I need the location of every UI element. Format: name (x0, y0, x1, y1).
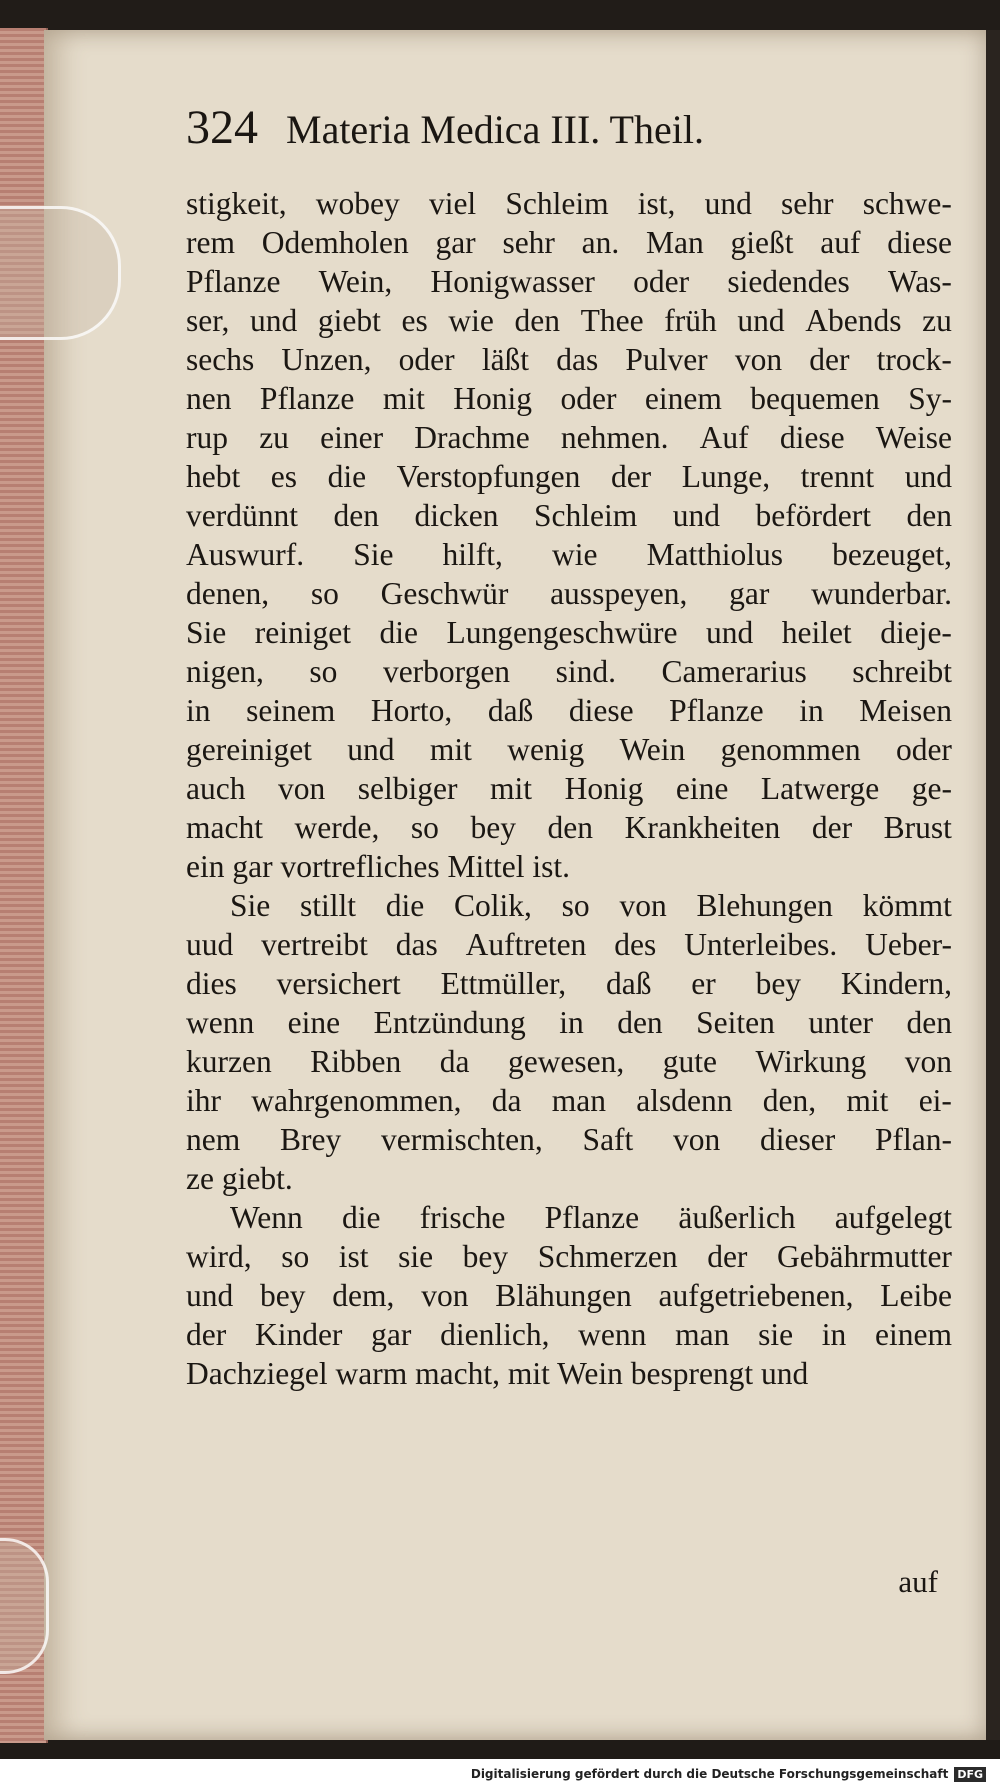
word: daß (605, 966, 652, 1001)
word: die (379, 615, 418, 650)
text-line (186, 925, 952, 964)
word: einem (875, 1317, 952, 1352)
word: Ribben (310, 1044, 402, 1079)
word: ist, (637, 186, 676, 221)
word: Odemholen (261, 225, 409, 260)
word: gar (729, 576, 770, 611)
word: nehmen. (560, 420, 669, 455)
scanner-background (0, 0, 1000, 30)
word: Pflanze (186, 264, 281, 299)
word: seinem (246, 693, 336, 728)
word: bezeuget, (832, 537, 952, 572)
word: diese (568, 693, 634, 728)
word: eine (287, 1005, 341, 1040)
word: der (610, 459, 652, 494)
word: der (186, 1317, 227, 1352)
word: vermischten, (380, 1122, 543, 1157)
word: und (672, 498, 720, 533)
word: Latwerge (760, 771, 880, 806)
word: an. (581, 225, 620, 260)
word: zu (259, 420, 289, 455)
word: Schleim (505, 186, 609, 221)
word: frische (419, 1200, 506, 1235)
word: von (734, 342, 783, 377)
word: Krankheiten (624, 810, 781, 845)
word: ser, (186, 303, 230, 338)
text-line (186, 1276, 952, 1315)
word: sind. (555, 654, 616, 689)
word: rem (186, 225, 235, 260)
word: Schleim (533, 498, 638, 533)
page-header (186, 100, 946, 170)
word: hebt (186, 459, 241, 494)
word: das (395, 927, 438, 962)
word: des (614, 927, 657, 962)
word: giebt (317, 303, 381, 338)
word: Drachme (414, 420, 530, 455)
word: einer (320, 420, 384, 455)
binding-shadow (986, 30, 1000, 1740)
text-line (186, 769, 952, 808)
text-line (186, 184, 952, 223)
word: Auftreten (465, 927, 587, 962)
word: eine (675, 771, 729, 806)
word: schreibt (852, 654, 952, 689)
word: unter (808, 1005, 874, 1040)
word: nem (186, 1122, 241, 1157)
word: Blähungen (495, 1278, 632, 1313)
text-line (186, 262, 952, 301)
word: Honigwasser (430, 264, 595, 299)
word: oder (398, 342, 455, 377)
text-line (186, 457, 952, 496)
word: Verstopfungen (396, 459, 581, 494)
word: denen, (186, 576, 270, 611)
word: versichert (276, 966, 401, 1001)
word: sie (398, 1239, 434, 1274)
text-line (186, 964, 952, 1003)
word: bequemen (750, 381, 880, 416)
text-line (186, 652, 952, 691)
word: alsdenn (636, 1083, 733, 1118)
running-title: Materia Medica III. Theil. (286, 107, 704, 152)
word: Ueber- (865, 927, 952, 962)
word: Colik, (454, 888, 532, 923)
word: trennt (800, 459, 875, 494)
word: kurzen (186, 1044, 272, 1079)
word: Ettmüller, (440, 966, 567, 1001)
word: aufgelegt (834, 1200, 952, 1235)
word: Pflanze (544, 1200, 640, 1235)
word: so (561, 888, 590, 923)
word: den (617, 1005, 663, 1040)
text-line (186, 613, 952, 652)
word: so (410, 810, 439, 845)
dfg-logo-icon: DFG (954, 1767, 986, 1782)
word: Seiten (696, 1005, 775, 1040)
word: verborgen (382, 654, 511, 689)
word: früh (664, 303, 717, 338)
word: es (401, 303, 428, 338)
word: die (341, 1200, 381, 1235)
word: sehr (502, 225, 555, 260)
word: den (514, 303, 561, 338)
word: einem (644, 381, 722, 416)
word: werde, (294, 810, 380, 845)
page-clip-bottom (0, 1538, 49, 1674)
word: diese (887, 225, 952, 260)
word: Geschwür (380, 576, 509, 611)
word: gute (662, 1044, 717, 1079)
word: diese (779, 420, 845, 455)
word: Unterleibes. (684, 927, 838, 962)
word: wie (552, 537, 598, 572)
word: Kindern, (840, 966, 952, 1001)
word: Meisen (859, 693, 952, 728)
word: der (707, 1239, 748, 1274)
word: Honig (453, 381, 533, 416)
body-text (186, 184, 952, 1393)
word: Honig (564, 771, 644, 806)
text-line (186, 691, 952, 730)
word: Entzündung (373, 1005, 526, 1040)
word: gewesen, (507, 1044, 625, 1079)
word: Lunge, (681, 459, 771, 494)
word: die (385, 888, 425, 923)
page-clip-top (0, 206, 121, 340)
word: von (904, 1044, 952, 1079)
text-line (186, 730, 952, 769)
word: wie (448, 303, 494, 338)
word: von (673, 1122, 721, 1157)
word: gereiniget (186, 732, 312, 767)
word: der (811, 810, 853, 845)
word: Kinder (254, 1317, 343, 1352)
word: Gebährmutter (777, 1239, 952, 1274)
text-line (186, 1120, 952, 1159)
word: dieser (760, 1122, 836, 1157)
word: vertreibt (261, 927, 368, 962)
word: dieje- (880, 615, 952, 650)
word: man (551, 1083, 607, 1118)
word: gar (435, 225, 476, 260)
word: Sie (353, 537, 394, 572)
word: sehr (781, 186, 834, 221)
word: dem, (332, 1278, 395, 1313)
word: Pulver (625, 342, 708, 377)
word: genommen (720, 732, 861, 767)
word: so (309, 654, 338, 689)
text-line: ze giebt. (186, 1161, 293, 1196)
word: von (421, 1278, 469, 1313)
word: stigkeit, (186, 186, 287, 221)
word: oder (633, 264, 690, 299)
word: Saft (582, 1122, 634, 1157)
word: Auf (699, 420, 749, 455)
word: zu (922, 303, 952, 338)
word: den (906, 1005, 952, 1040)
word: so (281, 1239, 310, 1274)
word: Was- (887, 264, 952, 299)
word: wunderbar. (811, 576, 952, 611)
word: ausspeyen, (550, 576, 688, 611)
word: Sie (186, 615, 227, 650)
word: Sie (230, 888, 271, 923)
word: Pflanze (669, 693, 764, 728)
word: bey (462, 1239, 509, 1274)
word: und (249, 303, 298, 338)
word: er (691, 966, 716, 1001)
word: siedendes (727, 264, 850, 299)
text-line (186, 1198, 952, 1237)
word: sechs (186, 342, 255, 377)
word: den (906, 498, 952, 533)
word: Abends (805, 303, 902, 338)
word: und (704, 186, 752, 221)
word: man (675, 1317, 730, 1352)
word: den, (762, 1083, 817, 1118)
word: sie (758, 1317, 794, 1352)
word: Weise (875, 420, 952, 455)
word: schwe- (862, 186, 952, 221)
word: ge- (911, 771, 952, 806)
word: stillt (300, 888, 357, 923)
word: Brust (883, 810, 952, 845)
word: und (347, 732, 395, 767)
word: mit (382, 381, 425, 416)
word: befördert (755, 498, 871, 533)
word: Sy- (908, 381, 952, 416)
word: bey (260, 1278, 306, 1313)
word: heilet (781, 615, 852, 650)
word: Lungengeschwüre (446, 615, 678, 650)
word: der (809, 342, 850, 377)
word: selbiger (357, 771, 458, 806)
word: wahrgenommen, (251, 1083, 462, 1118)
word: Auswurf. (186, 537, 305, 572)
word: Horto, (370, 693, 453, 728)
text-line: ein gar vortrefliches Mittel ist. (186, 849, 571, 884)
word: viel (428, 186, 477, 221)
word: das (556, 342, 599, 377)
word: und (186, 1278, 234, 1313)
word: mit (490, 771, 533, 806)
word: hilft, (442, 537, 503, 572)
word: wenn (186, 1005, 255, 1040)
word: reiniget (254, 615, 351, 650)
word: in (821, 1317, 847, 1352)
word: da (439, 1044, 470, 1079)
text-line (186, 1081, 952, 1120)
word: ihr (186, 1083, 221, 1118)
digitization-footer (0, 1759, 1000, 1789)
word: und (737, 303, 785, 338)
word: Pflan- (875, 1122, 952, 1157)
word: Schmerzen (537, 1239, 678, 1274)
word: Leibe (880, 1278, 952, 1313)
word: ist (338, 1239, 369, 1274)
word: in (186, 693, 211, 728)
catchword: auf (898, 1564, 938, 1599)
word: rup (186, 420, 228, 455)
text-line (186, 535, 952, 574)
text-line (186, 379, 952, 418)
word: nen (186, 381, 232, 416)
word: gießt (730, 225, 794, 260)
word: trock- (876, 342, 952, 377)
word: den (547, 810, 594, 845)
word: Unzen, (281, 342, 372, 377)
word: und (705, 615, 754, 650)
text-line (186, 1237, 952, 1276)
word: nigen, (186, 654, 264, 689)
text-line (186, 1042, 952, 1081)
word: Brey (279, 1122, 342, 1157)
word: dienlich, (440, 1317, 550, 1352)
funding-credit: Digitalisierung gefördert durch die Deutsche Forschungsgemeinschaft (470, 1767, 949, 1781)
word: wenn (578, 1317, 647, 1352)
word: den (333, 498, 379, 533)
word: äußerlich (678, 1200, 796, 1235)
text-line (186, 301, 952, 340)
word: so (310, 576, 339, 611)
word: kömmt (862, 888, 952, 923)
text-line (186, 1003, 952, 1042)
word: auf (820, 225, 861, 260)
word: Blehungen (696, 888, 833, 923)
word: läßt (481, 342, 530, 377)
word: oder (895, 732, 952, 767)
word: dicken (414, 498, 499, 533)
word: gar (371, 1317, 412, 1352)
word: in (799, 693, 824, 728)
word: verdünnt (186, 498, 298, 533)
word: macht (186, 810, 263, 845)
word: aufgetriebenen, (658, 1278, 854, 1313)
word: ei- (918, 1083, 952, 1118)
word: da (491, 1083, 522, 1118)
word: Wein (619, 732, 686, 767)
text-line (186, 1315, 952, 1354)
word: von (278, 771, 326, 806)
word: wenig (507, 732, 585, 767)
word: auch (186, 771, 246, 806)
word: uud (186, 927, 234, 962)
word: Thee (580, 303, 644, 338)
word: mit (846, 1083, 889, 1118)
text-line (186, 808, 952, 847)
text-line (186, 496, 952, 535)
word: in (559, 1005, 584, 1040)
word: Camerarius (661, 654, 807, 689)
word: bey (755, 966, 802, 1001)
word: mit (429, 732, 472, 767)
text-line: Dachziegel warm macht, mit Wein besprengt und (186, 1356, 809, 1391)
word: wobey (315, 186, 400, 221)
page-number: 324 (186, 101, 258, 154)
text-line (186, 223, 952, 262)
text-line (186, 886, 952, 925)
word: Pflanze (259, 381, 355, 416)
word: Wirkung (755, 1044, 867, 1079)
word: von (619, 888, 667, 923)
word: und (904, 459, 952, 494)
word: daß (487, 693, 534, 728)
text-line (186, 574, 952, 613)
word: es (270, 459, 298, 494)
word: oder (560, 381, 617, 416)
text-line (186, 418, 952, 457)
word: Matthiolus (646, 537, 784, 572)
word: Man (646, 225, 704, 260)
word: Wenn (230, 1200, 303, 1235)
word: wird, (186, 1239, 252, 1274)
word: bey (470, 810, 516, 845)
text-line (186, 340, 952, 379)
word: die (327, 459, 367, 494)
word: Wein, (318, 264, 393, 299)
word: dies (186, 966, 237, 1001)
